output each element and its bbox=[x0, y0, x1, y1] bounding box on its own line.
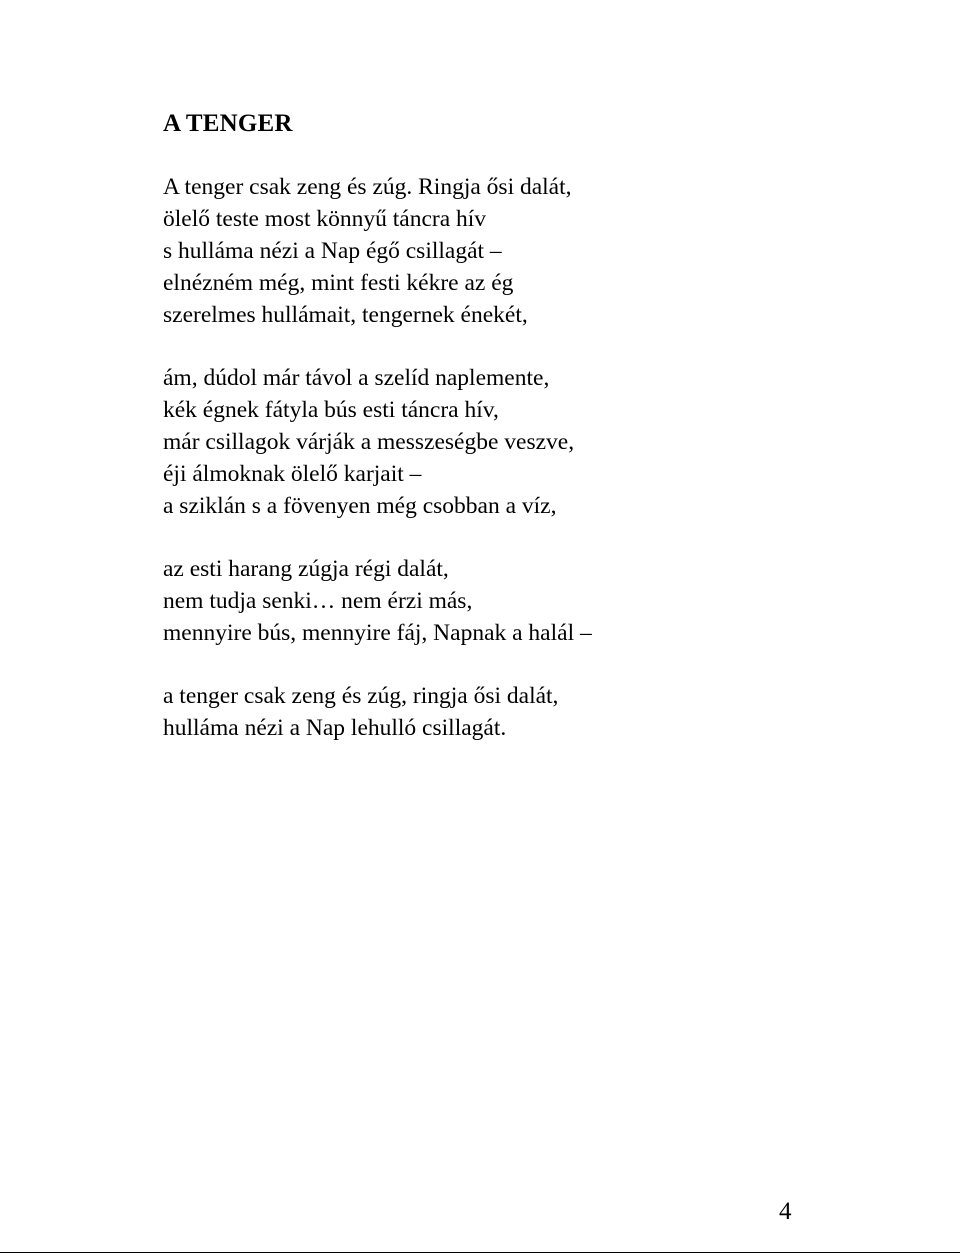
stanza-4 bbox=[163, 680, 863, 744]
poem-line: elnézném még, mint festi kékre az ég bbox=[163, 270, 514, 296]
stanza-3 bbox=[163, 553, 863, 649]
poem-line: ölelő teste most könnyű táncra hív bbox=[163, 206, 487, 232]
poem-line: s hulláma nézi a Nap égő csillagát – bbox=[163, 238, 502, 264]
poem-line: kék égnek fátyla bús esti táncra hív, bbox=[163, 397, 499, 423]
poem-line: a tenger csak zeng és zúg, ringja ősi dalát, bbox=[163, 683, 559, 709]
poem-line: az esti harang zúgja régi dalát, bbox=[163, 556, 449, 582]
page-number: 4 bbox=[779, 1198, 792, 1225]
stanza-2 bbox=[163, 362, 863, 522]
poem-line: már csillagok várják a messzeségbe veszve, bbox=[163, 429, 575, 455]
poem-title: A TENGER bbox=[163, 110, 293, 137]
poem-line: éji álmoknak ölelő karjait – bbox=[163, 461, 422, 487]
stanza-1 bbox=[163, 171, 863, 331]
poem-body bbox=[163, 171, 863, 775]
poem-line: hulláma nézi a Nap lehulló csillagát. bbox=[163, 715, 507, 741]
poem-line: ám, dúdol már távol a szelíd naplemente, bbox=[163, 365, 550, 391]
poem-line: nem tudja senki… nem érzi más, bbox=[163, 588, 473, 614]
poem-line: mennyire bús, mennyire fáj, Napnak a halál – bbox=[163, 620, 592, 646]
bottom-rule bbox=[0, 1252, 960, 1253]
poem-line: A tenger csak zeng és zúg. Ringja ősi dalát, bbox=[163, 174, 572, 200]
poem-line: szerelmes hullámait, tengernek énekét, bbox=[163, 302, 528, 328]
poem-line: a sziklán s a fövenyen még csobban a víz, bbox=[163, 493, 557, 519]
